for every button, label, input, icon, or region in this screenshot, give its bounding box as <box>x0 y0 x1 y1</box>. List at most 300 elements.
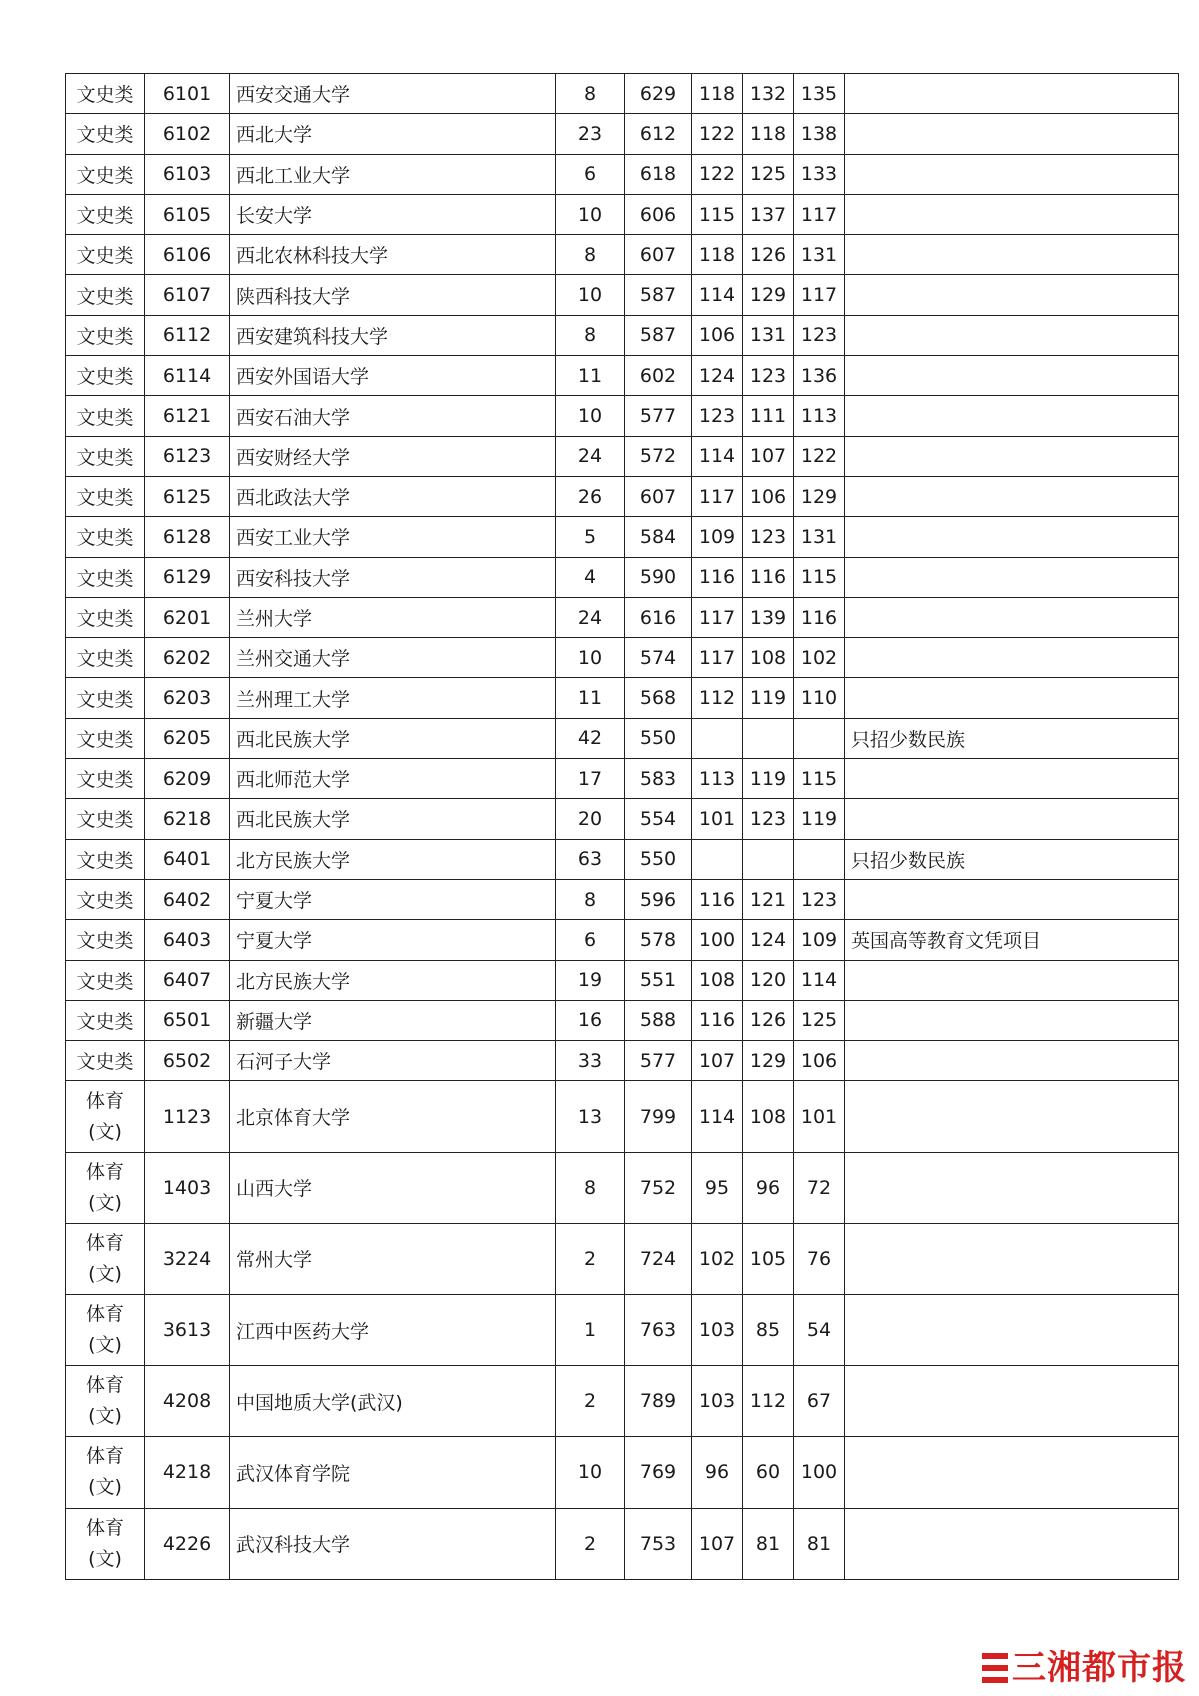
table-row <box>66 275 1179 315</box>
cell-note: 只招少数民族 <box>845 839 1179 879</box>
cell-total: 574 <box>625 638 692 678</box>
cell-school: 宁夏大学 <box>230 879 556 919</box>
table-row <box>66 74 1179 114</box>
cell-score-3: 72 <box>794 1152 845 1223</box>
cell-school: 北京体育大学 <box>230 1081 556 1152</box>
cell-score-3: 119 <box>794 799 845 839</box>
table-row <box>66 1294 1179 1365</box>
cell-school: 石河子大学 <box>230 1041 556 1081</box>
cell-score-3: 135 <box>794 74 845 114</box>
cell-score-2: 108 <box>743 1081 794 1152</box>
cell-score-3: 123 <box>794 879 845 919</box>
cell-score-3: 81 <box>794 1508 845 1579</box>
cell-category: 文史类 <box>66 194 145 234</box>
cell-note <box>845 638 1179 678</box>
cell-category: 文史类 <box>66 1041 145 1081</box>
cell-school: 西北师范大学 <box>230 759 556 799</box>
cell-score-1: 109 <box>692 517 743 557</box>
table-row <box>66 920 1179 960</box>
cell-score-1: 116 <box>692 557 743 597</box>
cell-code: 1403 <box>145 1152 230 1223</box>
cell-total: 607 <box>625 235 692 275</box>
cell-code: 3613 <box>145 1294 230 1365</box>
cell-code: 6202 <box>145 638 230 678</box>
cell-school: 江西中医药大学 <box>230 1294 556 1365</box>
cell-total: 550 <box>625 718 692 758</box>
cell-plan: 2 <box>556 1366 625 1437</box>
cell-plan: 2 <box>556 1508 625 1579</box>
cell-score-1: 107 <box>692 1508 743 1579</box>
cell-school: 中国地质大学(武汉) <box>230 1366 556 1437</box>
cell-note <box>845 74 1179 114</box>
cell-score-2: 118 <box>743 114 794 154</box>
cell-category: 文史类 <box>66 517 145 557</box>
cell-score-1: 116 <box>692 879 743 919</box>
table-row <box>66 799 1179 839</box>
cell-score-3: 101 <box>794 1081 845 1152</box>
cell-code: 6107 <box>145 275 230 315</box>
cell-school: 西北民族大学 <box>230 799 556 839</box>
cell-score-2: 125 <box>743 154 794 194</box>
cell-category: 体育 (文) <box>66 1223 145 1294</box>
cell-plan: 1 <box>556 1294 625 1365</box>
cell-note <box>845 1294 1179 1365</box>
cell-code: 6123 <box>145 436 230 476</box>
cell-score-3: 129 <box>794 476 845 516</box>
cell-score-2: 132 <box>743 74 794 114</box>
cell-score-1: 118 <box>692 74 743 114</box>
cell-school: 长安大学 <box>230 194 556 234</box>
cell-total: 724 <box>625 1223 692 1294</box>
cell-code: 6401 <box>145 839 230 879</box>
cell-school: 西北政法大学 <box>230 476 556 516</box>
cell-total: 753 <box>625 1508 692 1579</box>
cell-score-3 <box>794 839 845 879</box>
cell-school: 兰州交通大学 <box>230 638 556 678</box>
cell-code: 6501 <box>145 1000 230 1040</box>
cell-score-2: 126 <box>743 235 794 275</box>
cell-total: 763 <box>625 1294 692 1365</box>
cell-total: 629 <box>625 74 692 114</box>
cell-total: 584 <box>625 517 692 557</box>
table-row <box>66 1508 1179 1579</box>
cell-code: 6218 <box>145 799 230 839</box>
cell-school: 兰州大学 <box>230 597 556 637</box>
cell-total: 590 <box>625 557 692 597</box>
cell-score-3: 117 <box>794 194 845 234</box>
cell-plan: 6 <box>556 920 625 960</box>
cell-category: 文史类 <box>66 839 145 879</box>
cell-score-1: 95 <box>692 1152 743 1223</box>
cell-school: 西安财经大学 <box>230 436 556 476</box>
cell-category: 体育 (文) <box>66 1437 145 1508</box>
table-row <box>66 436 1179 476</box>
cell-total: 618 <box>625 154 692 194</box>
cell-score-2: 120 <box>743 960 794 1000</box>
cell-score-3: 117 <box>794 275 845 315</box>
cell-plan: 6 <box>556 154 625 194</box>
cell-code: 6121 <box>145 396 230 436</box>
cell-total: 596 <box>625 879 692 919</box>
cell-category: 文史类 <box>66 960 145 1000</box>
cell-total: 568 <box>625 678 692 718</box>
cell-school: 西北民族大学 <box>230 718 556 758</box>
cell-plan: 63 <box>556 839 625 879</box>
cell-category: 文史类 <box>66 315 145 355</box>
cell-score-2 <box>743 718 794 758</box>
cell-plan: 2 <box>556 1223 625 1294</box>
cell-score-2: 96 <box>743 1152 794 1223</box>
cell-category: 体育 (文) <box>66 1294 145 1365</box>
cell-category: 体育 (文) <box>66 1366 145 1437</box>
cell-code: 4208 <box>145 1366 230 1437</box>
table-row <box>66 1081 1179 1152</box>
cell-school: 西安外国语大学 <box>230 356 556 396</box>
table-row <box>66 839 1179 879</box>
cell-score-1: 100 <box>692 920 743 960</box>
cell-score-1: 117 <box>692 476 743 516</box>
cell-category: 文史类 <box>66 1000 145 1040</box>
cell-code: 6129 <box>145 557 230 597</box>
cell-note <box>845 557 1179 597</box>
cell-total: 616 <box>625 597 692 637</box>
cell-score-3: 131 <box>794 235 845 275</box>
cell-code: 6402 <box>145 879 230 919</box>
cell-plan: 10 <box>556 396 625 436</box>
cell-score-1: 103 <box>692 1366 743 1437</box>
table-row <box>66 1152 1179 1223</box>
cell-school: 武汉科技大学 <box>230 1508 556 1579</box>
cell-score-2: 124 <box>743 920 794 960</box>
cell-score-3: 125 <box>794 1000 845 1040</box>
cell-score-3: 123 <box>794 315 845 355</box>
cell-note <box>845 275 1179 315</box>
table-row <box>66 879 1179 919</box>
cell-total: 577 <box>625 396 692 436</box>
cell-score-2: 123 <box>743 356 794 396</box>
table-row <box>66 315 1179 355</box>
cell-note <box>845 1437 1179 1508</box>
cell-category: 文史类 <box>66 74 145 114</box>
admission-table <box>65 73 1179 1580</box>
watermark-logo <box>982 1648 1187 1688</box>
cell-code: 6102 <box>145 114 230 154</box>
cell-plan: 24 <box>556 597 625 637</box>
cell-category: 体育 (文) <box>66 1152 145 1223</box>
cell-total: 587 <box>625 315 692 355</box>
cell-score-3: 114 <box>794 960 845 1000</box>
cell-score-1: 124 <box>692 356 743 396</box>
cell-school: 北方民族大学 <box>230 960 556 1000</box>
cell-score-2: 116 <box>743 557 794 597</box>
cell-category: 文史类 <box>66 597 145 637</box>
cell-category: 文史类 <box>66 356 145 396</box>
table-row <box>66 235 1179 275</box>
cell-score-3: 113 <box>794 396 845 436</box>
cell-plan: 5 <box>556 517 625 557</box>
cell-score-1: 123 <box>692 396 743 436</box>
cell-score-1: 114 <box>692 436 743 476</box>
cell-category: 文史类 <box>66 920 145 960</box>
table-row <box>66 960 1179 1000</box>
cell-note <box>845 1152 1179 1223</box>
cell-category: 文史类 <box>66 396 145 436</box>
cell-score-1: 113 <box>692 759 743 799</box>
cell-score-3: 106 <box>794 1041 845 1081</box>
cell-plan: 10 <box>556 275 625 315</box>
cell-score-1: 115 <box>692 194 743 234</box>
table-row <box>66 154 1179 194</box>
table-row <box>66 396 1179 436</box>
cell-total: 572 <box>625 436 692 476</box>
cell-note <box>845 678 1179 718</box>
table-row <box>66 678 1179 718</box>
cell-score-2: 107 <box>743 436 794 476</box>
cell-note <box>845 517 1179 557</box>
cell-score-1: 106 <box>692 315 743 355</box>
cell-score-2: 111 <box>743 396 794 436</box>
cell-category: 文史类 <box>66 154 145 194</box>
cell-category: 文史类 <box>66 678 145 718</box>
cell-score-2: 81 <box>743 1508 794 1579</box>
cell-code: 6114 <box>145 356 230 396</box>
cell-code: 6101 <box>145 74 230 114</box>
cell-category: 文史类 <box>66 759 145 799</box>
cell-plan: 8 <box>556 74 625 114</box>
table-row <box>66 1437 1179 1508</box>
cell-note <box>845 356 1179 396</box>
cell-score-2: 137 <box>743 194 794 234</box>
cell-score-1: 122 <box>692 114 743 154</box>
cell-note <box>845 436 1179 476</box>
table-row <box>66 557 1179 597</box>
cell-score-1: 112 <box>692 678 743 718</box>
cell-code: 3224 <box>145 1223 230 1294</box>
cell-score-1: 101 <box>692 799 743 839</box>
cell-code: 6128 <box>145 517 230 557</box>
cell-plan: 10 <box>556 638 625 678</box>
cell-plan: 20 <box>556 799 625 839</box>
cell-score-3: 116 <box>794 597 845 637</box>
cell-note <box>845 476 1179 516</box>
cell-school: 西北大学 <box>230 114 556 154</box>
cell-note <box>845 396 1179 436</box>
cell-category: 文史类 <box>66 718 145 758</box>
table-row <box>66 114 1179 154</box>
cell-code: 6103 <box>145 154 230 194</box>
cell-category: 文史类 <box>66 235 145 275</box>
cell-plan: 19 <box>556 960 625 1000</box>
cell-score-2: 119 <box>743 759 794 799</box>
cell-category: 文史类 <box>66 476 145 516</box>
cell-school: 西安建筑科技大学 <box>230 315 556 355</box>
cell-code: 6407 <box>145 960 230 1000</box>
cell-total: 587 <box>625 275 692 315</box>
cell-note <box>845 1041 1179 1081</box>
cell-plan: 11 <box>556 356 625 396</box>
cell-plan: 13 <box>556 1081 625 1152</box>
cell-score-1 <box>692 718 743 758</box>
table-row <box>66 597 1179 637</box>
cell-total: 550 <box>625 839 692 879</box>
cell-total: 769 <box>625 1437 692 1508</box>
cell-note <box>845 799 1179 839</box>
cell-note <box>845 597 1179 637</box>
cell-score-2: 119 <box>743 678 794 718</box>
cell-score-3: 54 <box>794 1294 845 1365</box>
cell-total: 551 <box>625 960 692 1000</box>
cell-score-3: 115 <box>794 759 845 799</box>
cell-score-1: 107 <box>692 1041 743 1081</box>
cell-score-3: 115 <box>794 557 845 597</box>
table-row <box>66 1366 1179 1437</box>
cell-score-2: 106 <box>743 476 794 516</box>
cell-total: 606 <box>625 194 692 234</box>
cell-note <box>845 154 1179 194</box>
cell-school: 北方民族大学 <box>230 839 556 879</box>
cell-category: 文史类 <box>66 557 145 597</box>
cell-school: 西安工业大学 <box>230 517 556 557</box>
table-row <box>66 1223 1179 1294</box>
cell-score-3: 122 <box>794 436 845 476</box>
table-row <box>66 759 1179 799</box>
cell-score-3: 133 <box>794 154 845 194</box>
cell-score-1: 116 <box>692 1000 743 1040</box>
cell-school: 武汉体育学院 <box>230 1437 556 1508</box>
cell-note: 只招少数民族 <box>845 718 1179 758</box>
cell-plan: 23 <box>556 114 625 154</box>
cell-plan: 26 <box>556 476 625 516</box>
cell-category: 文史类 <box>66 436 145 476</box>
cell-code: 6106 <box>145 235 230 275</box>
cell-score-2: 126 <box>743 1000 794 1040</box>
cell-plan: 42 <box>556 718 625 758</box>
cell-code: 4226 <box>145 1508 230 1579</box>
cell-total: 578 <box>625 920 692 960</box>
cell-score-3: 131 <box>794 517 845 557</box>
cell-score-2 <box>743 839 794 879</box>
cell-score-1: 102 <box>692 1223 743 1294</box>
cell-score-1: 117 <box>692 597 743 637</box>
cell-total: 588 <box>625 1000 692 1040</box>
table-row <box>66 1041 1179 1081</box>
cell-total: 789 <box>625 1366 692 1437</box>
cell-note <box>845 1366 1179 1437</box>
cell-code: 1123 <box>145 1081 230 1152</box>
table-row <box>66 517 1179 557</box>
cell-school: 兰州理工大学 <box>230 678 556 718</box>
cell-score-2: 123 <box>743 517 794 557</box>
cell-score-3 <box>794 718 845 758</box>
cell-school: 新疆大学 <box>230 1000 556 1040</box>
cell-note <box>845 1223 1179 1294</box>
cell-score-2: 129 <box>743 1041 794 1081</box>
cell-total: 612 <box>625 114 692 154</box>
cell-code: 6205 <box>145 718 230 758</box>
table-row <box>66 718 1179 758</box>
cell-category: 体育 (文) <box>66 1508 145 1579</box>
cell-note <box>845 1508 1179 1579</box>
cell-plan: 4 <box>556 557 625 597</box>
cell-school: 山西大学 <box>230 1152 556 1223</box>
cell-total: 607 <box>625 476 692 516</box>
cell-score-3: 110 <box>794 678 845 718</box>
cell-score-3: 100 <box>794 1437 845 1508</box>
cell-code: 6403 <box>145 920 230 960</box>
table-row <box>66 638 1179 678</box>
cell-plan: 10 <box>556 194 625 234</box>
cell-score-3: 109 <box>794 920 845 960</box>
cell-score-3: 138 <box>794 114 845 154</box>
cell-note <box>845 315 1179 355</box>
cell-plan: 24 <box>556 436 625 476</box>
cell-category: 文史类 <box>66 879 145 919</box>
table-row <box>66 1000 1179 1040</box>
cell-score-2: 60 <box>743 1437 794 1508</box>
cell-score-2: 108 <box>743 638 794 678</box>
cell-plan: 10 <box>556 1437 625 1508</box>
cell-score-3: 136 <box>794 356 845 396</box>
cell-score-2: 129 <box>743 275 794 315</box>
cell-score-1: 103 <box>692 1294 743 1365</box>
cell-score-2: 112 <box>743 1366 794 1437</box>
cell-code: 6502 <box>145 1041 230 1081</box>
cell-score-2: 85 <box>743 1294 794 1365</box>
cell-note <box>845 114 1179 154</box>
cell-note <box>845 235 1179 275</box>
cell-category: 体育 (文) <box>66 1081 145 1152</box>
cell-score-2: 121 <box>743 879 794 919</box>
cell-score-1: 122 <box>692 154 743 194</box>
cell-total: 752 <box>625 1152 692 1223</box>
cell-score-3: 76 <box>794 1223 845 1294</box>
table-row <box>66 356 1179 396</box>
cell-school: 陕西科技大学 <box>230 275 556 315</box>
cell-note <box>845 194 1179 234</box>
cell-category: 文史类 <box>66 799 145 839</box>
cell-score-2: 123 <box>743 799 794 839</box>
cell-score-1: 118 <box>692 235 743 275</box>
cell-score-1: 114 <box>692 1081 743 1152</box>
logo-mark-icon <box>982 1653 1008 1683</box>
cell-total: 583 <box>625 759 692 799</box>
cell-plan: 8 <box>556 235 625 275</box>
cell-school: 西北工业大学 <box>230 154 556 194</box>
cell-plan: 8 <box>556 315 625 355</box>
cell-score-2: 105 <box>743 1223 794 1294</box>
cell-score-1: 114 <box>692 275 743 315</box>
cell-code: 6203 <box>145 678 230 718</box>
cell-category: 文史类 <box>66 638 145 678</box>
cell-code: 4218 <box>145 1437 230 1508</box>
cell-score-1: 117 <box>692 638 743 678</box>
cell-score-2: 139 <box>743 597 794 637</box>
watermark-text: 三湘都市报 <box>1012 1648 1187 1688</box>
cell-note <box>845 960 1179 1000</box>
cell-school: 西北农林科技大学 <box>230 235 556 275</box>
cell-plan: 16 <box>556 1000 625 1040</box>
cell-school: 西安交通大学 <box>230 74 556 114</box>
cell-score-3: 102 <box>794 638 845 678</box>
cell-plan: 8 <box>556 1152 625 1223</box>
cell-score-3: 67 <box>794 1366 845 1437</box>
cell-school: 西安石油大学 <box>230 396 556 436</box>
cell-code: 6209 <box>145 759 230 799</box>
cell-note <box>845 1000 1179 1040</box>
cell-category: 文史类 <box>66 114 145 154</box>
cell-score-1: 96 <box>692 1437 743 1508</box>
cell-school: 常州大学 <box>230 1223 556 1294</box>
